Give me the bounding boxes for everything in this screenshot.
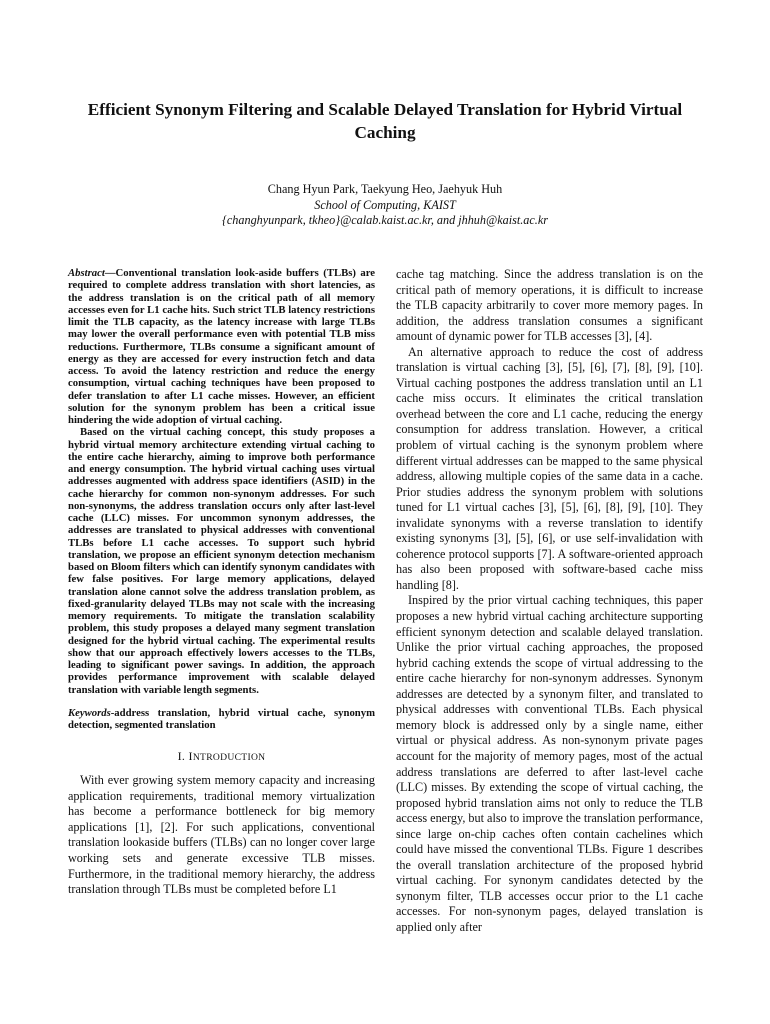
keywords-text: -address translation, hybrid virtual cache, synonym detection, segmented translation [68, 706, 375, 731]
right-column [396, 267, 703, 936]
left-column [68, 267, 375, 898]
section-title-initial: I [188, 749, 193, 764]
section-heading-introduction [68, 749, 375, 765]
intro-paragraph-2: An alternative approach to reduce the cost of address translation is virtual caching [3], [5], [6], [7], [8], [9], [10]. Virtual caching postpones the address translation until an L1 cache miss occurs. It eliminates the critical translation overhead between the core and L1 cache, reducing the energy consumption for address translation. However, a critical problem of virtual caching is the synonym problem where different virtual addresses can be mapped to the same physical address, allowing multiple copies of the same data in a cache. Prior studies address the synonym problem with solutions tuned for L1 virtual caches [3], [5], [6], [8], [9], [10]. They invalidate synonyms with a reverse translation to identify existing synonyms [3], [5], [6], or use self-invalidation with coherence protocol supports [7]. A software-oriented approach has also been proposed with software-based cache miss handling [8]. [396, 344, 703, 592]
keywords [68, 707, 375, 732]
keywords-label: Keywords [68, 706, 111, 719]
abstract-text-1: —Conventional translation look-aside buffers (TLBs) are required to complete address translation with short latencies, as the address translation is on the critical path of all memory accesses even for L1 cache hits. Such strict TLB latency restrictions limit the TLB capacity, as the latency increase with large TLBs may lower the overall performance even with potential TLB miss reductions. Furthermore, TLBs consume a significant amount of energy as they are accessed for every instruction fetch and data access. To avoid the latency restriction and reduce the energy consumption, virtual caching techniques have been proposed to defer translation to after L1 cache misses. However, an efficient solution for the synonym problem has been a critical issue hindering the wide adoption of virtual caching. [68, 267, 375, 426]
section-title-rest: NTRODUCTION [192, 752, 266, 764]
abstract-label: Abstract [68, 267, 105, 279]
intro-paragraph-1: With ever growing system memory capacity and increasing application requirements, traditional memory virtualization has become a performance bottleneck for big memory applications [1], [2]. For such applications, conventional translation lookaside buffers (TLBs) can no longer cover large working sets and generate excessive TLB misses. Furthermore, in the traditional memory hierarchy, the address translation through TLBs must be completed before L1 [68, 773, 375, 897]
intro-body-right [396, 267, 703, 936]
intro-paragraph-1-continued: cache tag matching. Since the address translation is on the critical path of memory operations, it is difficult to increase the TLB capacity arbitrarily to cover more memory pages. In addition, the address translation consumes a significant amount of dynamic power for TLB accesses [3], [4]. [396, 267, 703, 344]
abstract-paragraph-2: Based on the virtual caching concept, this study proposes a hybrid virtual memory architecture extending virtual caching to the entire cache hierarchy, aiming to improve both performance and energy consumption. The hybrid virtual caching uses virtual addresses augmented with address space identifiers (ASID) in the cache hierarchy for common non-synonym addresses. For such non-synonyms, the address translation occurs only after last-level cache (LLC) misses. For uncommon synonym addresses, the addresses are translated to physical addresses with conventional TLBs before L1 cache accesses. To support such hybrid translation, we propose an efficient synonym detection mechanism based on Bloom filters which can identify synonym candidates with few false positives. For large memory applications, delayed translation alone cannot solve the address translation problem, as fixed-granularity delayed TLBs may not scale with the increasing memory requirements. To mitigate the translation scalability problem, this study proposes a delayed many segment translation designed for the hybrid virtual caching. The experimental results show that our approach effectively lowers accesses to the TLBs, leading to significant power savings. In addition, the approach provides performance improvement with scalable delayed translation with variable length segments. [68, 426, 375, 696]
email-addresses: {changhyunpark, tkheo}@calab.kaist.ac.kr, and jhhuh@kaist.ac.kr [222, 213, 548, 227]
intro-body-left [68, 773, 375, 897]
abstract [68, 267, 375, 696]
section-number: I. [177, 749, 186, 764]
intro-paragraph-3: Inspired by the prior virtual caching techniques, this paper proposes a new hybrid virtual caching architecture supporting efficient synonym detection and scalable delayed translation. Unlike the prior virtual caching approaches, the proposed hybrid caching extends the scope of virtual addressing to the entire cache hierarchy for non-synonym addresses. Synonym addresses are detected by a synonym filter, and translated to physical addresses with conventional TLBs. Each physical memory block is addressed only by a single name, either virtual or physical address. As non-synonym private pages account for the majority of memory pages, most of the actual address translations are deferred to after last-level cache (LLC) misses. By extending the scope of virtual caching, the proposed hybrid translation aims not only to reduce the TLB access energy, but also to improve the translation performance, since large on-chip caches often contain cachelines which could have missed the conventional TLBs. Figure 1 describes the overall translation architecture of the proposed hybrid virtual caching. For synonym candidates detected by the synonym filter, TLB accesses occur prior to the L1 cache accesses. For non-synonym pages, delayed translation is applied only after [396, 593, 703, 934]
affiliation: School of Computing, KAIST [314, 198, 456, 212]
author-list: Chang Hyun Park, Taekyung Heo, Jaehyuk Huh [267, 182, 503, 196]
paper-title: Efficient Synonym Filtering and Scalable Delayed Translation for Hybrid Virtual Caching [87, 100, 683, 142]
abstract-paragraph-1 [68, 267, 375, 426]
